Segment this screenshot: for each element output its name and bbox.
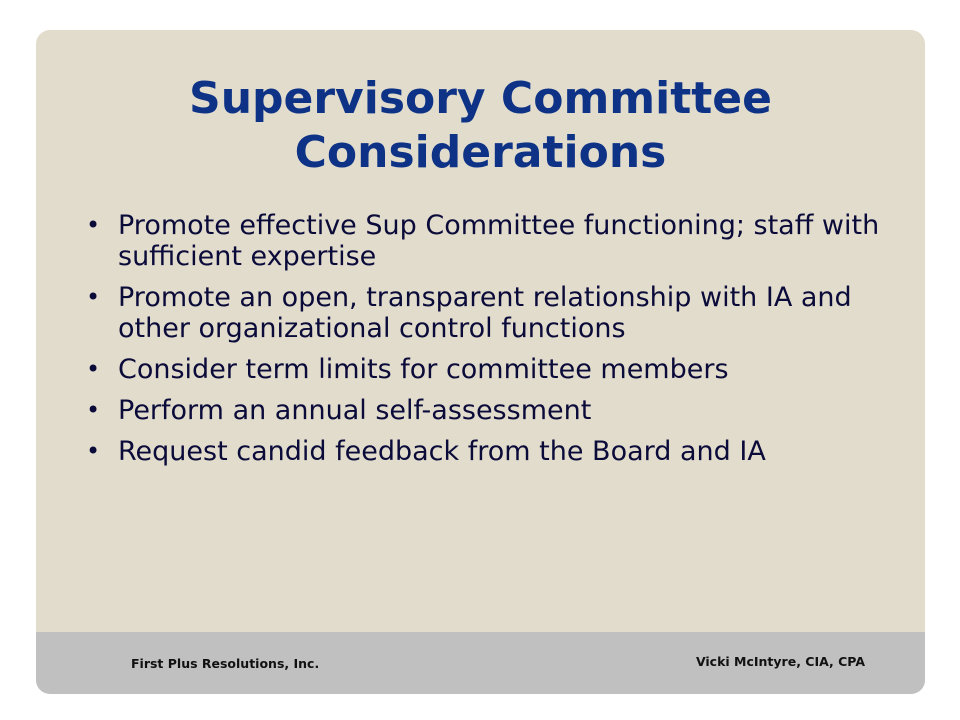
bullet-icon: • <box>86 283 101 311</box>
bullet-icon: • <box>86 355 101 383</box>
bullet-item <box>86 210 886 272</box>
slide <box>36 30 925 694</box>
bullet-item <box>86 354 886 385</box>
bullet-text: Promote an open, transparent relationship with IA and other organizational control functions <box>118 282 852 344</box>
bullet-icon: • <box>86 437 101 465</box>
bullet-item <box>86 395 886 426</box>
bullet-text: Perform an annual self-assessment <box>118 395 592 426</box>
bullet-icon: • <box>86 211 101 239</box>
slide-title: Supervisory Committee Considerations <box>189 73 772 178</box>
bullet-text: Promote effective Sup Committee functioning; staff with sufficient expertise <box>118 210 880 272</box>
footer-company: First Plus Resolutions, Inc. <box>131 656 320 671</box>
bullet-text: Consider term limits for committee members <box>118 354 729 385</box>
bullet-list <box>86 210 886 477</box>
footer-author: Vicki McIntyre, CIA, CPA <box>695 654 865 669</box>
footer-band <box>36 632 925 694</box>
bullet-icon: • <box>86 396 101 424</box>
bullet-item <box>86 436 886 467</box>
bullet-text: Request candid feedback from the Board and IA <box>118 436 766 467</box>
bullet-item <box>86 282 886 344</box>
